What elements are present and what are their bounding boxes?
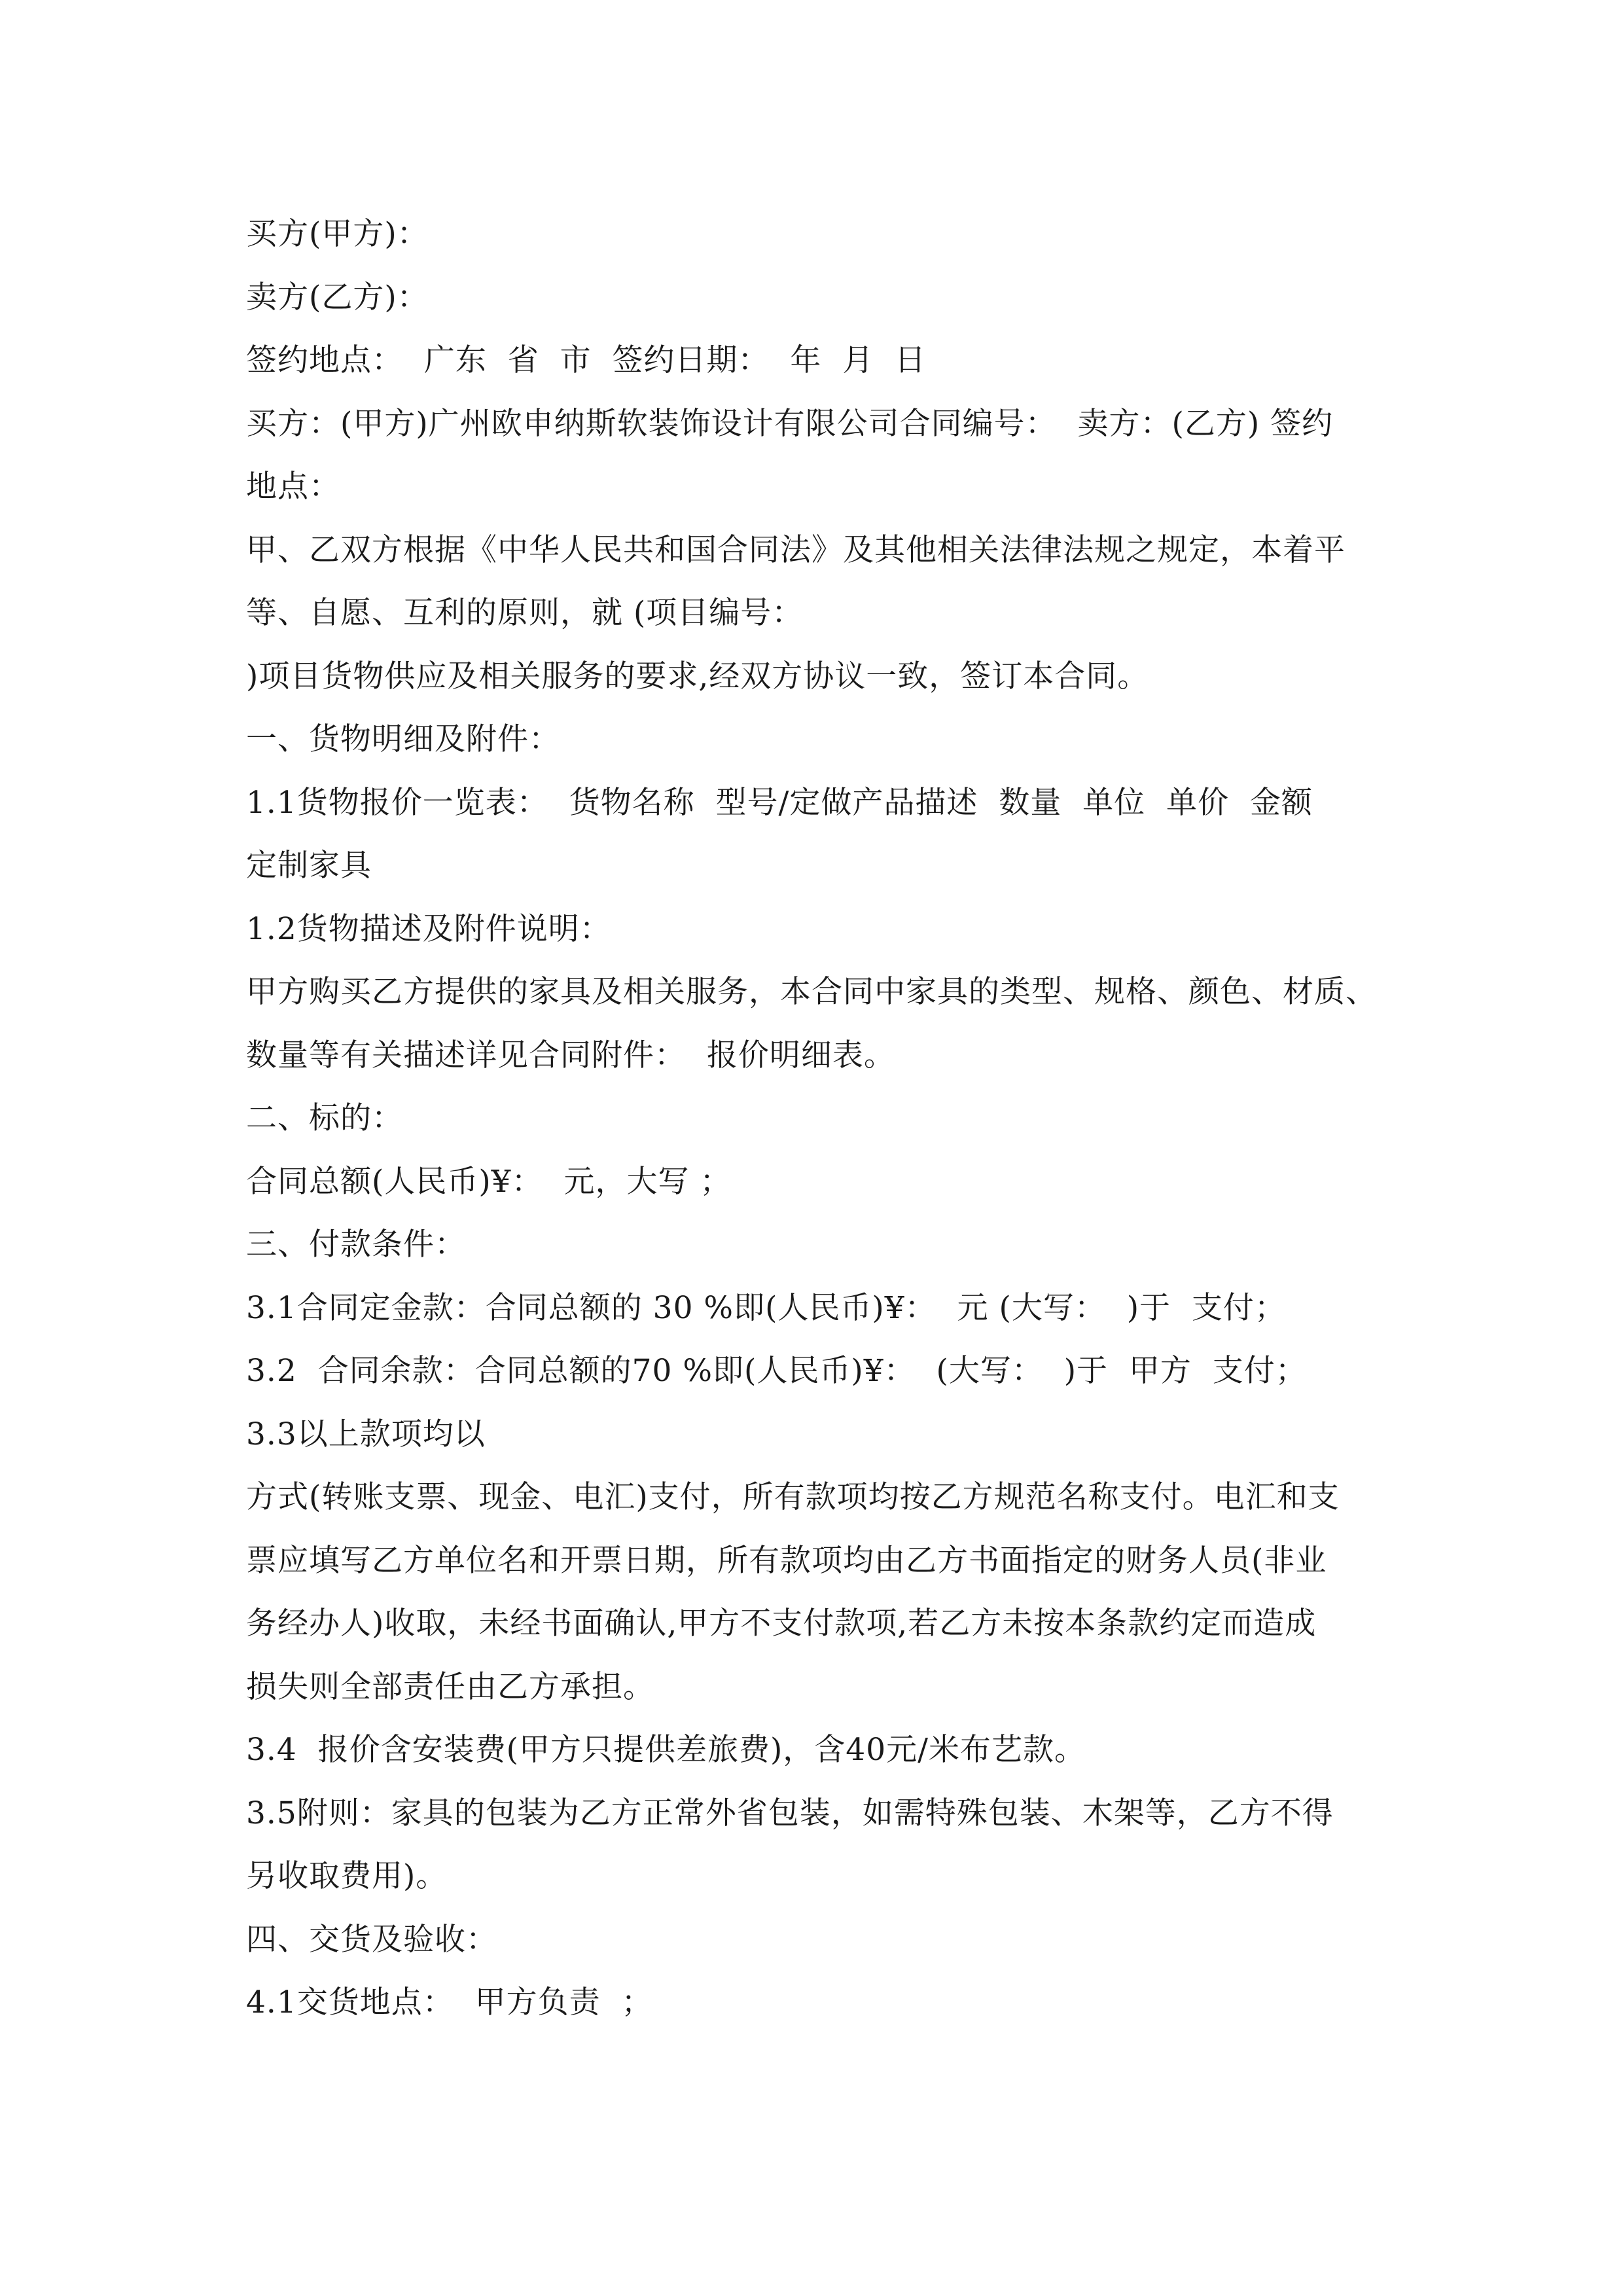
section-4-heading: 四、交货及验收： [246, 1921, 497, 1958]
clause-1-1: 1.1货物报价一览表： 货物名称 型号/定做产品描述 数量 单位 单价 金额 [246, 784, 1313, 821]
clause-3-4: 3.4 报价含安装费(甲方只提供差旅费)，含40元/米布艺款。 [246, 1732, 1086, 1768]
clause-3-3-text-1: 方式(转账支票、现金、电汇)支付，所有款项均按乙方规范名称支付。电汇和支 [246, 1479, 1340, 1515]
clause-4-1: 4.1交货地点： 甲方负责 ； [246, 1984, 653, 2020]
clause-1-2-text-1: 甲方购买乙方提供的家具及相关服务，本合同中家具的类型、规格、颜色、材质、 [246, 974, 1377, 1010]
clause-3-3: 3.3以上款项均以 [246, 1416, 486, 1452]
clause-1-1-item: 定制家具 [246, 848, 372, 884]
clause-3-3-text-3: 务经办人)收取，未经书面确认,甲方不支付款项,若乙方未按本条款约定而造成 [246, 1605, 1317, 1641]
preamble-line-3: )项目货物供应及相关服务的要求,经双方协议一致，签订本合同。 [246, 658, 1149, 694]
buyer-company-line: 买方：(甲方)广州欧申纳斯软装饰设计有限公司合同编号： 卖方：(乙方) 签约 [246, 405, 1334, 442]
section-2-heading: 二、标的： [246, 1100, 403, 1136]
signing-place-date-line: 签约地点： 广东 省 市 签约日期： 年 月 日 [246, 342, 927, 378]
clause-3-5: 3.5附则：家具的包装为乙方正常外省包装，如需特殊包装、木架等，乙方不得 [246, 1795, 1334, 1831]
preamble-line-2: 等、自愿、互利的原则，就 (项目编号： [246, 595, 804, 631]
clause-3-3-text-2: 票应填写乙方单位名和开票日期，所有款项均由乙方书面指定的财务人员(非业 [246, 1542, 1327, 1579]
contract-total-line: 合同总额(人民币)¥： 元，大写 ； [246, 1163, 732, 1200]
preamble-line-1: 甲、乙双方根据《中华人民共和国合同法》及其他相关法律法规之规定，本着平 [246, 531, 1346, 568]
clause-3-3-text-4: 损失则全部责任由乙方承担。 [246, 1668, 654, 1705]
buyer-party-line: 买方(甲方)： [246, 216, 429, 252]
clause-3-2: 3.2 合同余款：合同总额的70 %即(人民币)¥： (大写： )于 甲方 支付； [246, 1353, 1307, 1389]
clause-3-1: 3.1合同定金款：合同总额的 30 %即(人民币)¥： 元 (大写： )于 支付； [246, 1289, 1286, 1326]
signing-place-line: 地点： [246, 469, 340, 505]
clause-3-5-text: 另收取费用)。 [246, 1858, 448, 1894]
clause-1-2: 1.2货物描述及附件说明： [246, 910, 611, 947]
clause-1-2-text-2: 数量等有关描述详见合同附件： 报价明细表。 [246, 1037, 895, 1073]
section-3-heading: 三、付款条件： [246, 1227, 466, 1263]
section-1-heading: 一、货物明细及附件： [246, 721, 560, 757]
contract-body [246, 203, 1385, 2035]
seller-party-line: 卖方(乙方)： [246, 279, 429, 315]
